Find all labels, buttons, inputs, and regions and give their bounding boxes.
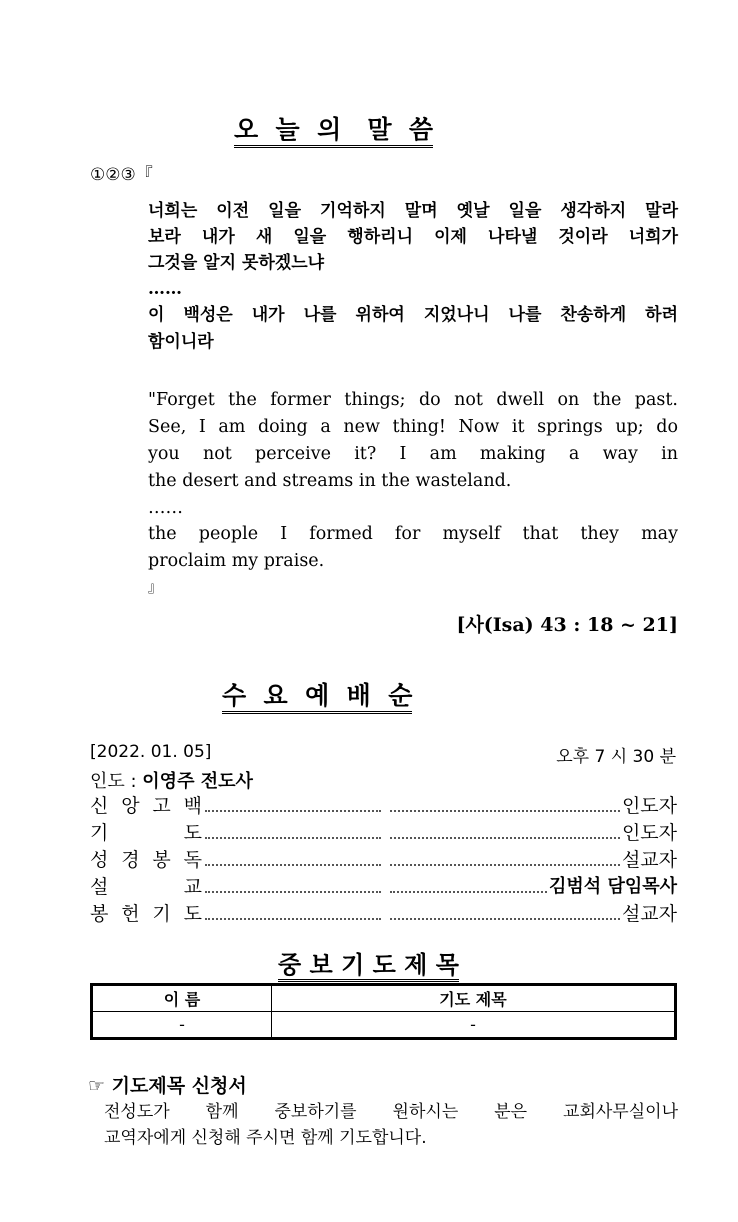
korean-line: 이 백성은 내가 나를 위하여 지었나니 나를 찬송하게 하려 <box>148 305 678 325</box>
request-heading-block <box>88 1071 247 1098</box>
korean-line: 보라 내가 새 일을 행하리니 이제 나타낼 것이라 너희가 <box>148 227 678 247</box>
english-line: the people I formed for myself that they may <box>148 524 678 544</box>
order-role: 인도자 <box>621 795 677 817</box>
order-label: 성 경 봉 독 <box>90 849 202 871</box>
scripture-reference: [사(Isa) 43 : 18 ~ 21] <box>456 614 678 636</box>
dot-leader <box>205 864 381 866</box>
korean-scripture <box>148 198 678 355</box>
leader-name: 이영주 전도사 <box>142 771 253 792</box>
english-line: proclaim my praise. <box>148 551 325 571</box>
order-label: 봉 헌 기 도 <box>90 903 202 925</box>
cell-topic: - <box>272 1012 676 1039</box>
table-header-row <box>92 985 676 1012</box>
order-label: 기 도 <box>90 822 202 844</box>
cell-name: - <box>92 1012 272 1039</box>
pointing-hand-icon: ☞ <box>88 1075 106 1097</box>
dot-leader <box>390 864 620 866</box>
order-row <box>90 900 677 926</box>
service-leader <box>90 767 253 793</box>
order-role: 설교자 <box>621 903 677 925</box>
dot-leader <box>390 837 620 839</box>
service-date: [2022. 01. 05] <box>90 742 212 762</box>
close-mark: 』 <box>148 580 162 596</box>
korean-ellipsis: …… <box>148 279 182 299</box>
english-line: "Forget the former things; do not dwell on the past. <box>148 390 678 410</box>
service-time: 오후 7 시 30 분 <box>556 747 676 767</box>
order-row <box>90 873 677 899</box>
header-name: 이 름 <box>92 985 272 1012</box>
request-line: 전성도가 함께 중보하기를 원하시는 분은 교회사무실이나 <box>104 1102 678 1122</box>
dot-leader <box>390 810 620 812</box>
korean-line: 그것을 알지 못하겠느냐 <box>148 253 325 273</box>
table-row <box>92 1012 676 1039</box>
order-row <box>90 819 677 845</box>
request-line: 교역자에게 신청해 주시면 함께 기도합니다. <box>104 1128 427 1148</box>
english-line: the desert and streams in the wasteland. <box>148 471 512 491</box>
order-row <box>90 846 677 872</box>
english-line: you not perceive it? I am making a way in <box>148 444 678 464</box>
order-role: 인도자 <box>621 822 677 844</box>
prayer-title: 중 보 기 도 제 목 <box>278 951 459 982</box>
english-line: See, I am doing a new thing! Now it springs up; do <box>148 417 678 437</box>
dot-leader <box>390 891 547 893</box>
english-scripture <box>148 387 678 601</box>
order-label: 신 앙 고 백 <box>90 795 202 817</box>
service-title: 수 요 예 배 순 <box>222 682 412 714</box>
leader-label: 인도 : <box>90 771 143 792</box>
request-heading: 기도제목 신청서 <box>111 1075 247 1097</box>
word-title: 오 늘 의 말 씀 <box>234 116 433 148</box>
order-label: 설 교 <box>90 876 202 898</box>
order-row <box>90 792 677 818</box>
header-topic: 기도 제목 <box>272 985 676 1012</box>
korean-line: 너희는 이전 일을 기억하지 말며 옛날 일을 생각하지 말라 <box>148 201 678 221</box>
dot-leader <box>205 810 381 812</box>
order-role: 김범석 담임목사 <box>549 876 677 897</box>
korean-line: 함이니라 <box>148 332 214 352</box>
dot-leader <box>205 918 381 920</box>
english-ellipsis: …… <box>148 498 183 518</box>
prayer-table <box>90 983 677 1040</box>
order-role: 설교자 <box>621 849 677 871</box>
dot-leader <box>390 918 620 920</box>
dot-leader <box>205 891 381 893</box>
dot-leader <box>205 837 381 839</box>
intro-mark: ①②③『 <box>90 165 153 185</box>
